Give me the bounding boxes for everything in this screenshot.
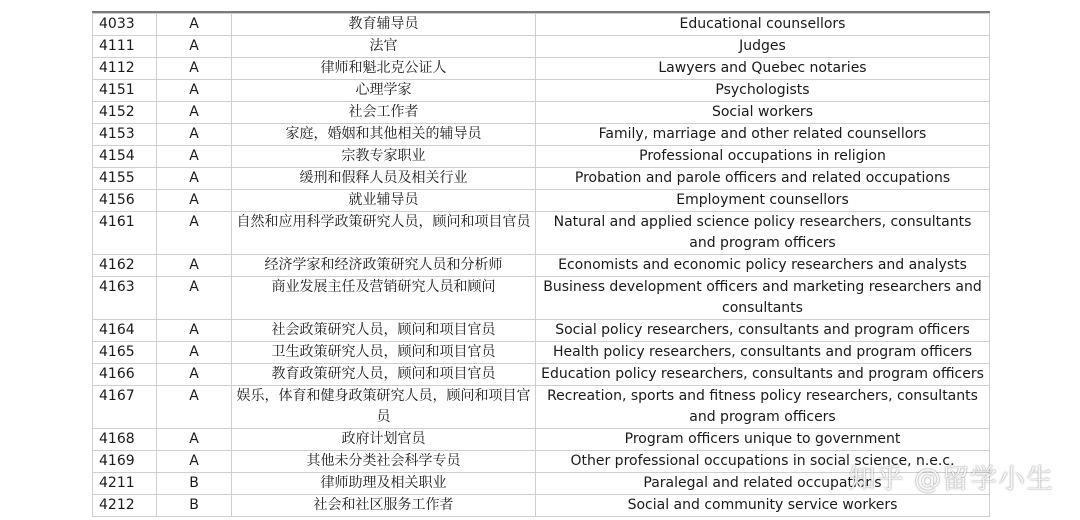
cell-cat: A: [157, 102, 232, 124]
cell-zh: 社会和社区服务工作者: [232, 495, 536, 517]
cell-en: Paralegal and related occupations: [536, 473, 990, 495]
cell-cat: B: [157, 495, 232, 517]
cell-zh: 商业发展主任及营销研究人员和顾问: [232, 277, 536, 320]
cell-zh: 自然和应用科学政策研究人员，顾问和项目官员: [232, 212, 536, 255]
cell-code: 4167: [93, 386, 157, 429]
cell-cat: A: [157, 58, 232, 80]
cell-zh: 社会政策研究人员，顾问和项目官员: [232, 320, 536, 342]
cell-en: Economists and economic policy researchers and analysts: [536, 255, 990, 277]
cell-cat: A: [157, 124, 232, 146]
cell-code: 4153: [93, 124, 157, 146]
cell-en: Other professional occupations in social science, n.e.c.: [536, 451, 990, 473]
cell-zh: 缓刑和假释人员及相关行业: [232, 168, 536, 190]
table-row: [93, 429, 990, 451]
cell-zh: 律师和魁北克公证人: [232, 58, 536, 80]
table-row: [93, 124, 990, 146]
cell-cat: B: [157, 473, 232, 495]
cell-code: 4162: [93, 255, 157, 277]
cell-zh: 社会工作者: [232, 102, 536, 124]
cell-en: Recreation, sports and fitness policy researchers, consultants and program officers: [536, 386, 990, 429]
cell-en: Family, marriage and other related counsellors: [536, 124, 990, 146]
cell-en: Social policy researchers, consultants and program officers: [536, 320, 990, 342]
table-row: [93, 14, 990, 36]
table-row: [93, 168, 990, 190]
cell-zh: 教育辅导员: [232, 14, 536, 36]
cell-code: 4161: [93, 212, 157, 255]
cell-cat: A: [157, 190, 232, 212]
cell-zh: 政府计划官员: [232, 429, 536, 451]
table-row: [93, 495, 990, 517]
cell-cat: A: [157, 255, 232, 277]
cell-en: Psychologists: [536, 80, 990, 102]
cell-en: Employment counsellors: [536, 190, 990, 212]
cell-code: 4212: [93, 495, 157, 517]
cell-en: Health policy researchers, consultants and program officers: [536, 342, 990, 364]
cell-en: Professional occupations in religion: [536, 146, 990, 168]
cell-zh: 律师助理及相关职业: [232, 473, 536, 495]
cell-cat: A: [157, 146, 232, 168]
cell-zh: 教育政策研究人员，顾问和项目官员: [232, 364, 536, 386]
cell-zh: 宗教专家职业: [232, 146, 536, 168]
cell-code: 4033: [93, 14, 157, 36]
cell-code: 4211: [93, 473, 157, 495]
table-body: [93, 14, 990, 517]
cell-en: Natural and applied science policy researchers, consultants and program officers: [536, 212, 990, 255]
occupation-table: [92, 11, 990, 517]
cell-en: Business development officers and marketing researchers and consultants: [536, 277, 990, 320]
cell-zh: 娱乐，体育和健身政策研究人员，顾问和项目官员: [232, 386, 536, 429]
cell-zh: 家庭，婚姻和其他相关的辅导员: [232, 124, 536, 146]
cell-en: Program officers unique to government: [536, 429, 990, 451]
cell-en: Probation and parole officers and related occupations: [536, 168, 990, 190]
cell-cat: A: [157, 36, 232, 58]
cell-code: 4111: [93, 36, 157, 58]
cell-cat: A: [157, 212, 232, 255]
table-row: [93, 102, 990, 124]
cell-code: 4169: [93, 451, 157, 473]
table-row: [93, 146, 990, 168]
table-row: [93, 36, 990, 58]
cell-code: 4156: [93, 190, 157, 212]
cell-en: Social and community service workers: [536, 495, 990, 517]
cell-cat: A: [157, 14, 232, 36]
cell-en: Lawyers and Quebec notaries: [536, 58, 990, 80]
cell-cat: A: [157, 451, 232, 473]
cell-cat: A: [157, 277, 232, 320]
cell-code: 4154: [93, 146, 157, 168]
cell-cat: A: [157, 386, 232, 429]
table-row: [93, 212, 990, 255]
cell-code: 4151: [93, 80, 157, 102]
table-row: [93, 277, 990, 320]
cell-cat: A: [157, 429, 232, 451]
cell-code: 4168: [93, 429, 157, 451]
cell-en: Judges: [536, 36, 990, 58]
cell-zh: 卫生政策研究人员，顾问和项目官员: [232, 342, 536, 364]
cell-zh: 其他未分类社会科学专员: [232, 451, 536, 473]
cell-code: 4112: [93, 58, 157, 80]
cell-cat: A: [157, 168, 232, 190]
table-row: [93, 80, 990, 102]
table-row: [93, 320, 990, 342]
cell-code: 4164: [93, 320, 157, 342]
watermark: 知乎 @留学小生: [848, 464, 1054, 495]
cell-code: 4163: [93, 277, 157, 320]
cell-zh: 法官: [232, 36, 536, 58]
table-row: [93, 364, 990, 386]
cell-cat: A: [157, 364, 232, 386]
cell-code: 4152: [93, 102, 157, 124]
cell-code: 4155: [93, 168, 157, 190]
cell-en: Education policy researchers, consultants and program officers: [536, 364, 990, 386]
table-row: [93, 386, 990, 429]
table-row: [93, 255, 990, 277]
cell-en: Educational counsellors: [536, 14, 990, 36]
table-row: [93, 342, 990, 364]
table-row: [93, 190, 990, 212]
occupation-table-container: [92, 11, 989, 517]
cell-code: 4166: [93, 364, 157, 386]
table-row: [93, 58, 990, 80]
cell-zh: 心理学家: [232, 80, 536, 102]
cell-cat: A: [157, 320, 232, 342]
cell-zh: 就业辅导员: [232, 190, 536, 212]
cell-cat: A: [157, 342, 232, 364]
cell-zh: 经济学家和经济政策研究人员和分析师: [232, 255, 536, 277]
cell-code: 4165: [93, 342, 157, 364]
cell-cat: A: [157, 80, 232, 102]
cell-en: Social workers: [536, 102, 990, 124]
